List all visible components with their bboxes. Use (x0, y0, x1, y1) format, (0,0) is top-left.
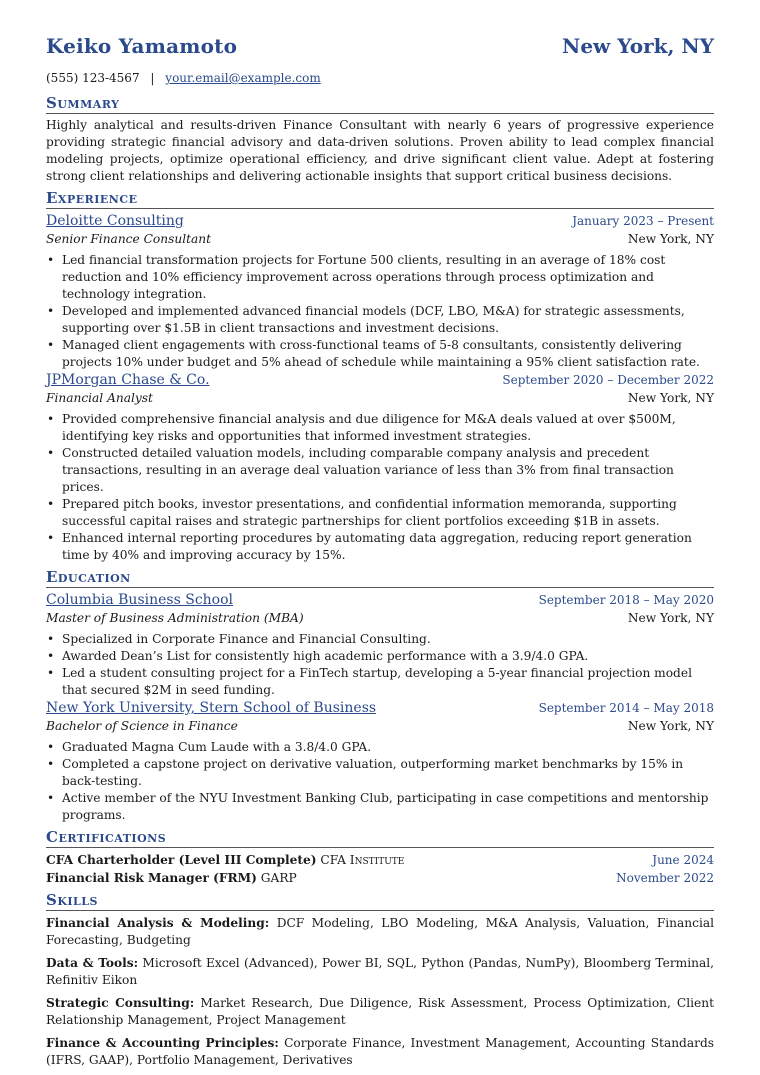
degree-name: Bachelor of Science in Finance (46, 719, 238, 733)
job-bullets (46, 411, 714, 564)
certification-issuer: GARP (260, 871, 297, 885)
skill-group (46, 915, 714, 949)
bullet-item: • Awarded Dean’s List for consistently high academic performance with a 3.9/4.0 GPA. (62, 648, 714, 665)
skill-list: DCF Modeling, LBO Modeling, M&A Analysis, Valuation, Financial Forecasting, Budgeting (46, 916, 715, 947)
job-location: New York, NY (627, 232, 714, 246)
school-location: New York, NY (627, 611, 714, 625)
certification-date: June 2024 (652, 853, 714, 867)
employer-name: JPMorgan Chase & Co. (46, 372, 210, 388)
bullet-item: • Led a student consulting project for a FinTech startup, developing a 5-year financial projection model that secured $2M in seed funding. (62, 665, 714, 699)
section-title-skills: Skills (46, 891, 714, 911)
employer-name: Deloitte Consulting (46, 213, 184, 229)
certification-row (46, 851, 714, 869)
education-bullets (46, 631, 714, 699)
degree-name: Master of Business Administration (MBA) (46, 611, 304, 625)
certification-date: November 2022 (616, 871, 714, 885)
education-dates: September 2014 – May 2018 (538, 701, 714, 715)
school-location: New York, NY (627, 719, 714, 733)
contact-separator: | (150, 71, 155, 85)
skill-group (46, 955, 714, 989)
skill-category: Data & Tools: (46, 956, 139, 970)
bullet-item: • Developed and implemented advanced financial models (DCF, LBO, M&A) for strategic assessments, supporting over $1.5B in client transactions and investment decisions. (62, 303, 714, 337)
certification-issuer: CFA Institute (320, 853, 405, 867)
section-title-summary: Summary (46, 94, 714, 114)
bullet-item: • Graduated Magna Cum Laude with a 3.8/4.0 GPA. (62, 739, 714, 756)
job-title: Financial Analyst (46, 391, 153, 405)
skill-list: Market Research, Due Diligence, Risk Assessment, Process Optimization, Client Relationship Management, Project Management (46, 996, 714, 1027)
bullet-item: • Enhanced internal reporting procedures by automating data aggregation, reducing report generation time by 40% and improving accuracy by 15%. (62, 530, 714, 564)
certification-name: CFA Charterholder (Level III Complete) (46, 853, 317, 867)
education-entry (46, 699, 714, 824)
resume-header (46, 34, 714, 68)
bullet-item: • Led financial transformation projects for Fortune 500 clients, resulting in an average of 18% cost reduction and 10% efficiency improvement across operations through process optimization and technology integration. (62, 252, 714, 303)
section-title-education: Education (46, 568, 714, 588)
education-bullets (46, 739, 714, 824)
bullet-item: • Completed a capstone project on derivative valuation, outperforming market benchmarks by 15% in back-testing. (62, 756, 714, 790)
bullet-item: • Constructed detailed valuation models, including comparable company analysis and precedent transactions, resulting in an average deal valuation variance of less than 3% from final transaction prices. (62, 445, 714, 496)
skill-group (46, 1035, 714, 1069)
certification-row (46, 869, 714, 887)
employment-dates: January 2023 – Present (572, 214, 714, 228)
skill-category: Finance & Accounting Principles: (46, 1036, 279, 1050)
candidate-name: Keiko Yamamoto (46, 34, 238, 58)
bullet-item: • Provided comprehensive financial analysis and due diligence for M&A deals valued at over $500M, identifying key risks and opportunities that informed investment strategies. (62, 411, 714, 445)
contact-line (46, 70, 714, 90)
education-dates: September 2018 – May 2020 (538, 593, 714, 607)
certification-name: Financial Risk Manager (FRM) (46, 871, 257, 885)
employment-dates: September 2020 – December 2022 (502, 373, 714, 387)
email-link[interactable]: your.email@example.com (165, 71, 321, 85)
school-name: Columbia Business School (46, 592, 234, 608)
summary-text: Highly analytical and results-driven Finance Consultant with nearly 6 years of progressive experience providing strategic financial advisory and data-driven solutions. Proven ability to lead complex financial modeling projects, optimize operational efficiency, and drive significant client value. Adept at fostering strong client relationships and delivering actionable insights that support critical business decisions. (46, 118, 714, 183)
education-entry (46, 591, 714, 699)
school-name: New York University, Stern School of Business (46, 700, 377, 716)
skill-category: Strategic Consulting: (46, 996, 195, 1010)
experience-entry (46, 371, 714, 564)
skill-category: Financial Analysis & Modeling: (46, 916, 270, 930)
section-title-experience: Experience (46, 189, 714, 209)
skill-group (46, 995, 714, 1029)
job-title: Senior Finance Consultant (46, 232, 212, 246)
job-location: New York, NY (627, 391, 714, 405)
bullet-item: • Managed client engagements with cross-functional teams of 5-8 consultants, consistently delivering projects 10% under budget and 5% ahead of schedule while maintaining a 95% client satisfaction rate. (62, 337, 714, 371)
experience-entry (46, 212, 714, 371)
candidate-location: New York, NY (562, 34, 714, 58)
section-title-certifications: Certifications (46, 828, 714, 848)
bullet-item: • Active member of the NYU Investment Banking Club, participating in case competitions and mentorship programs. (62, 790, 714, 824)
skill-list: Microsoft Excel (Advanced), Power BI, SQL, Python (Pandas, NumPy), Bloomberg Terminal, Refinitiv Eikon (46, 956, 714, 987)
bullet-item: • Specialized in Corporate Finance and Financial Consulting. (62, 631, 714, 648)
phone-number: (555) 123-4567 (46, 71, 140, 85)
bullet-item: • Prepared pitch books, investor presentations, and confidential information memoranda, supporting successful capital raises and strategic partnerships for client portfolios exceeding $1B in assets. (62, 496, 714, 530)
skill-list: Corporate Finance, Investment Management, Accounting Standards (IFRS, GAAP), Portfolio Management, Derivatives (46, 1036, 715, 1067)
job-bullets (46, 252, 714, 371)
